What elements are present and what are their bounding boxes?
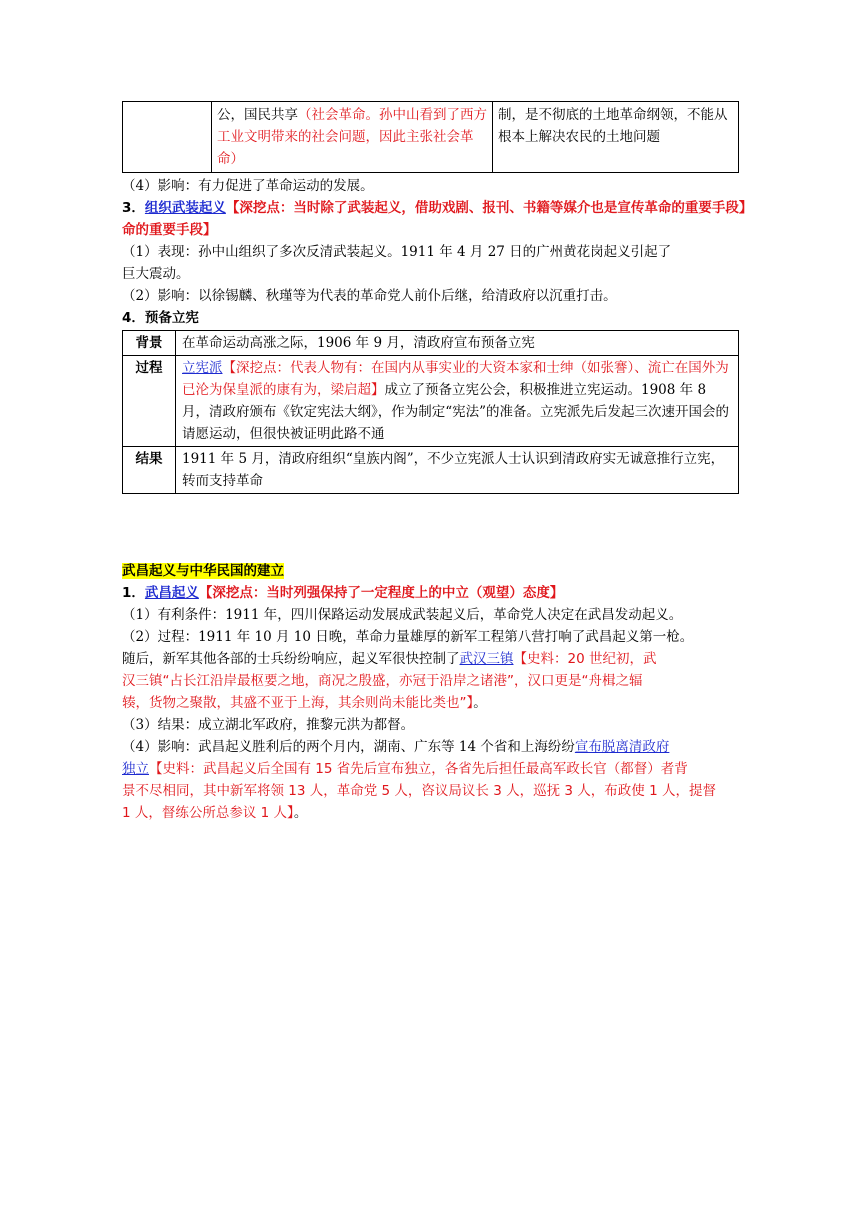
annotation-red: 【深挖点：当时除了武装起义，借助戏剧、报刊、书籍等媒介也是宣传革命的重要手段】 [225,200,753,216]
paragraph: （1）有利条件：1911 年，四川保路运动发展成武装起义后，革命党人决定在武昌发动起义。 [122,607,683,623]
table-row [123,356,739,447]
paragraph: （2）过程：1911 年 10 月 10 日晚，革命力量雄厚的新军工程第八营打响了武昌起义第一枪。 [122,629,694,645]
annotation-red: （社会革命。孙中山看到了西方工业文明带来的社会问题，因此主张社会革命） [217,107,487,167]
annotation-red: 辏，货物之聚散，其盛不亚于上海，其余则尚未能比类也”】 [122,695,474,711]
paragraph: （4）影响：武昌起义胜利后的两个月内，湖南、广东等 14 个省和上海纷纷宣布脱离清政府 [122,739,670,755]
paragraph: （2）影响：以徐锡麟、秋瑾等为代表的革命党人前仆后继，给清政府以沉重打击。 [122,288,617,304]
paragraph: 巨大震动。 [122,266,190,282]
paragraph: （1）表现：孙中山组织了多次反清武装起义。1911 年 4 月 27 日的广州黄花岗起义引起了 [122,244,672,260]
paragraph: 1 人，督练公所总参议 1 人】。 [122,805,308,821]
row-text: 成立了预备立宪公会，积极推进立宪运动。1908 年 8 月，清政府颁布《钦定宪法大纲》，作为制定“宪法”的准备。立宪派先后发起三次速开国会的请愿运动，但很快被证明此路不通 [182,382,730,442]
paragraph [122,758,688,780]
annotation-red: 【深挖点：代表人物有：在国内从事实业的大资本家和士绅（如张謇）、流亡在国外为已沦为保皇派的康有为，梁启超】 [182,360,729,398]
row-content [176,356,739,447]
constitutionalists-link[interactable]: 立宪派 [182,360,223,376]
annotation-red: 1 人，督练公所总参议 1 人】 [122,805,294,821]
wuchang-heading: 1．武昌起义【深挖点：当时列强保持了一定程度上的中立（观望）态度】 [122,585,564,601]
row-text: 在革命运动高涨之际，1906 年 9 月，清政府宣布预备立宪 [176,331,739,356]
row-head: 背景 [123,331,176,356]
section-4-heading: 4．预备立宪 [122,310,199,326]
constitution-table [122,330,739,494]
table-row [123,331,739,356]
table-cell-content [212,102,493,173]
annotation-red: 汉三镇“占长江沿岸最枢要之地，商况之殷盛，亦冠于沿岸之诸港”，汉口更是“舟楫之辐 [122,673,643,689]
annotation-red: 【深挖点：当时列强保持了一定程度上的中立（观望）态度】 [198,585,564,601]
row-text: 1911 年 5 月，清政府组织“皇族内阁”，不少立宪派人士认识到清政府实无诚意推行立宪，转而支持革命 [176,447,739,494]
annotation-red: 【史料：武昌起义后全国有 15 省先后宣布独立，各省先后担任最高军政长官（都督）者背 [149,761,688,777]
table-cell-empty [123,102,212,173]
section-3-heading: 3．组织武装起义【深挖点：当时除了武装起义，借助戏剧、报刊、书籍等媒介也是宣传革命的重要手段】 [122,200,753,216]
annotation-red: 景不尽相同，其中新军将领 13 人，革命党 5 人，咨议局议长 3 人，巡抚 3 人，布政使 1 人，提督 [122,783,716,799]
impact-line: （4）影响：有力促进了革命运动的发展。 [122,178,374,194]
cell-text: 公，国民共享 [217,107,298,123]
annotation-red: 【史料：20 世纪初，武 [513,651,657,667]
principles-table [122,101,739,173]
independence-link[interactable]: 宣布脱离清政府 [574,739,670,755]
table-row [123,447,739,494]
paragraph: 随后，新军其他各部的士兵纷纷响应，起义军很快控制了武汉三镇【史料：20 世纪初，武 [122,651,657,667]
table-row [123,102,739,173]
armed-uprising-link[interactable]: 组织武装起义 [144,200,226,216]
paragraph: 辏，货物之聚散，其盛不亚于上海，其余则尚未能比类也”】。 [122,695,487,711]
wuchang-uprising-link[interactable]: 武昌起义 [144,585,199,601]
annotation-red-continuation: 命的重要手段】 [122,222,217,238]
wuhan-link[interactable]: 武汉三镇 [459,651,514,667]
table-cell-comment: 制，是不彻底的土地革命纲领，不能从根本上解决农民的土地问题 [493,102,739,173]
section-title: 武昌起义与中华民国的建立 [122,563,284,579]
independence-link-cont[interactable]: 独立 [122,761,149,777]
row-head: 过程 [123,356,176,447]
row-head: 结果 [123,447,176,494]
paragraph: （3）结果：成立湖北军政府，推黎元洪为都督。 [122,717,415,733]
